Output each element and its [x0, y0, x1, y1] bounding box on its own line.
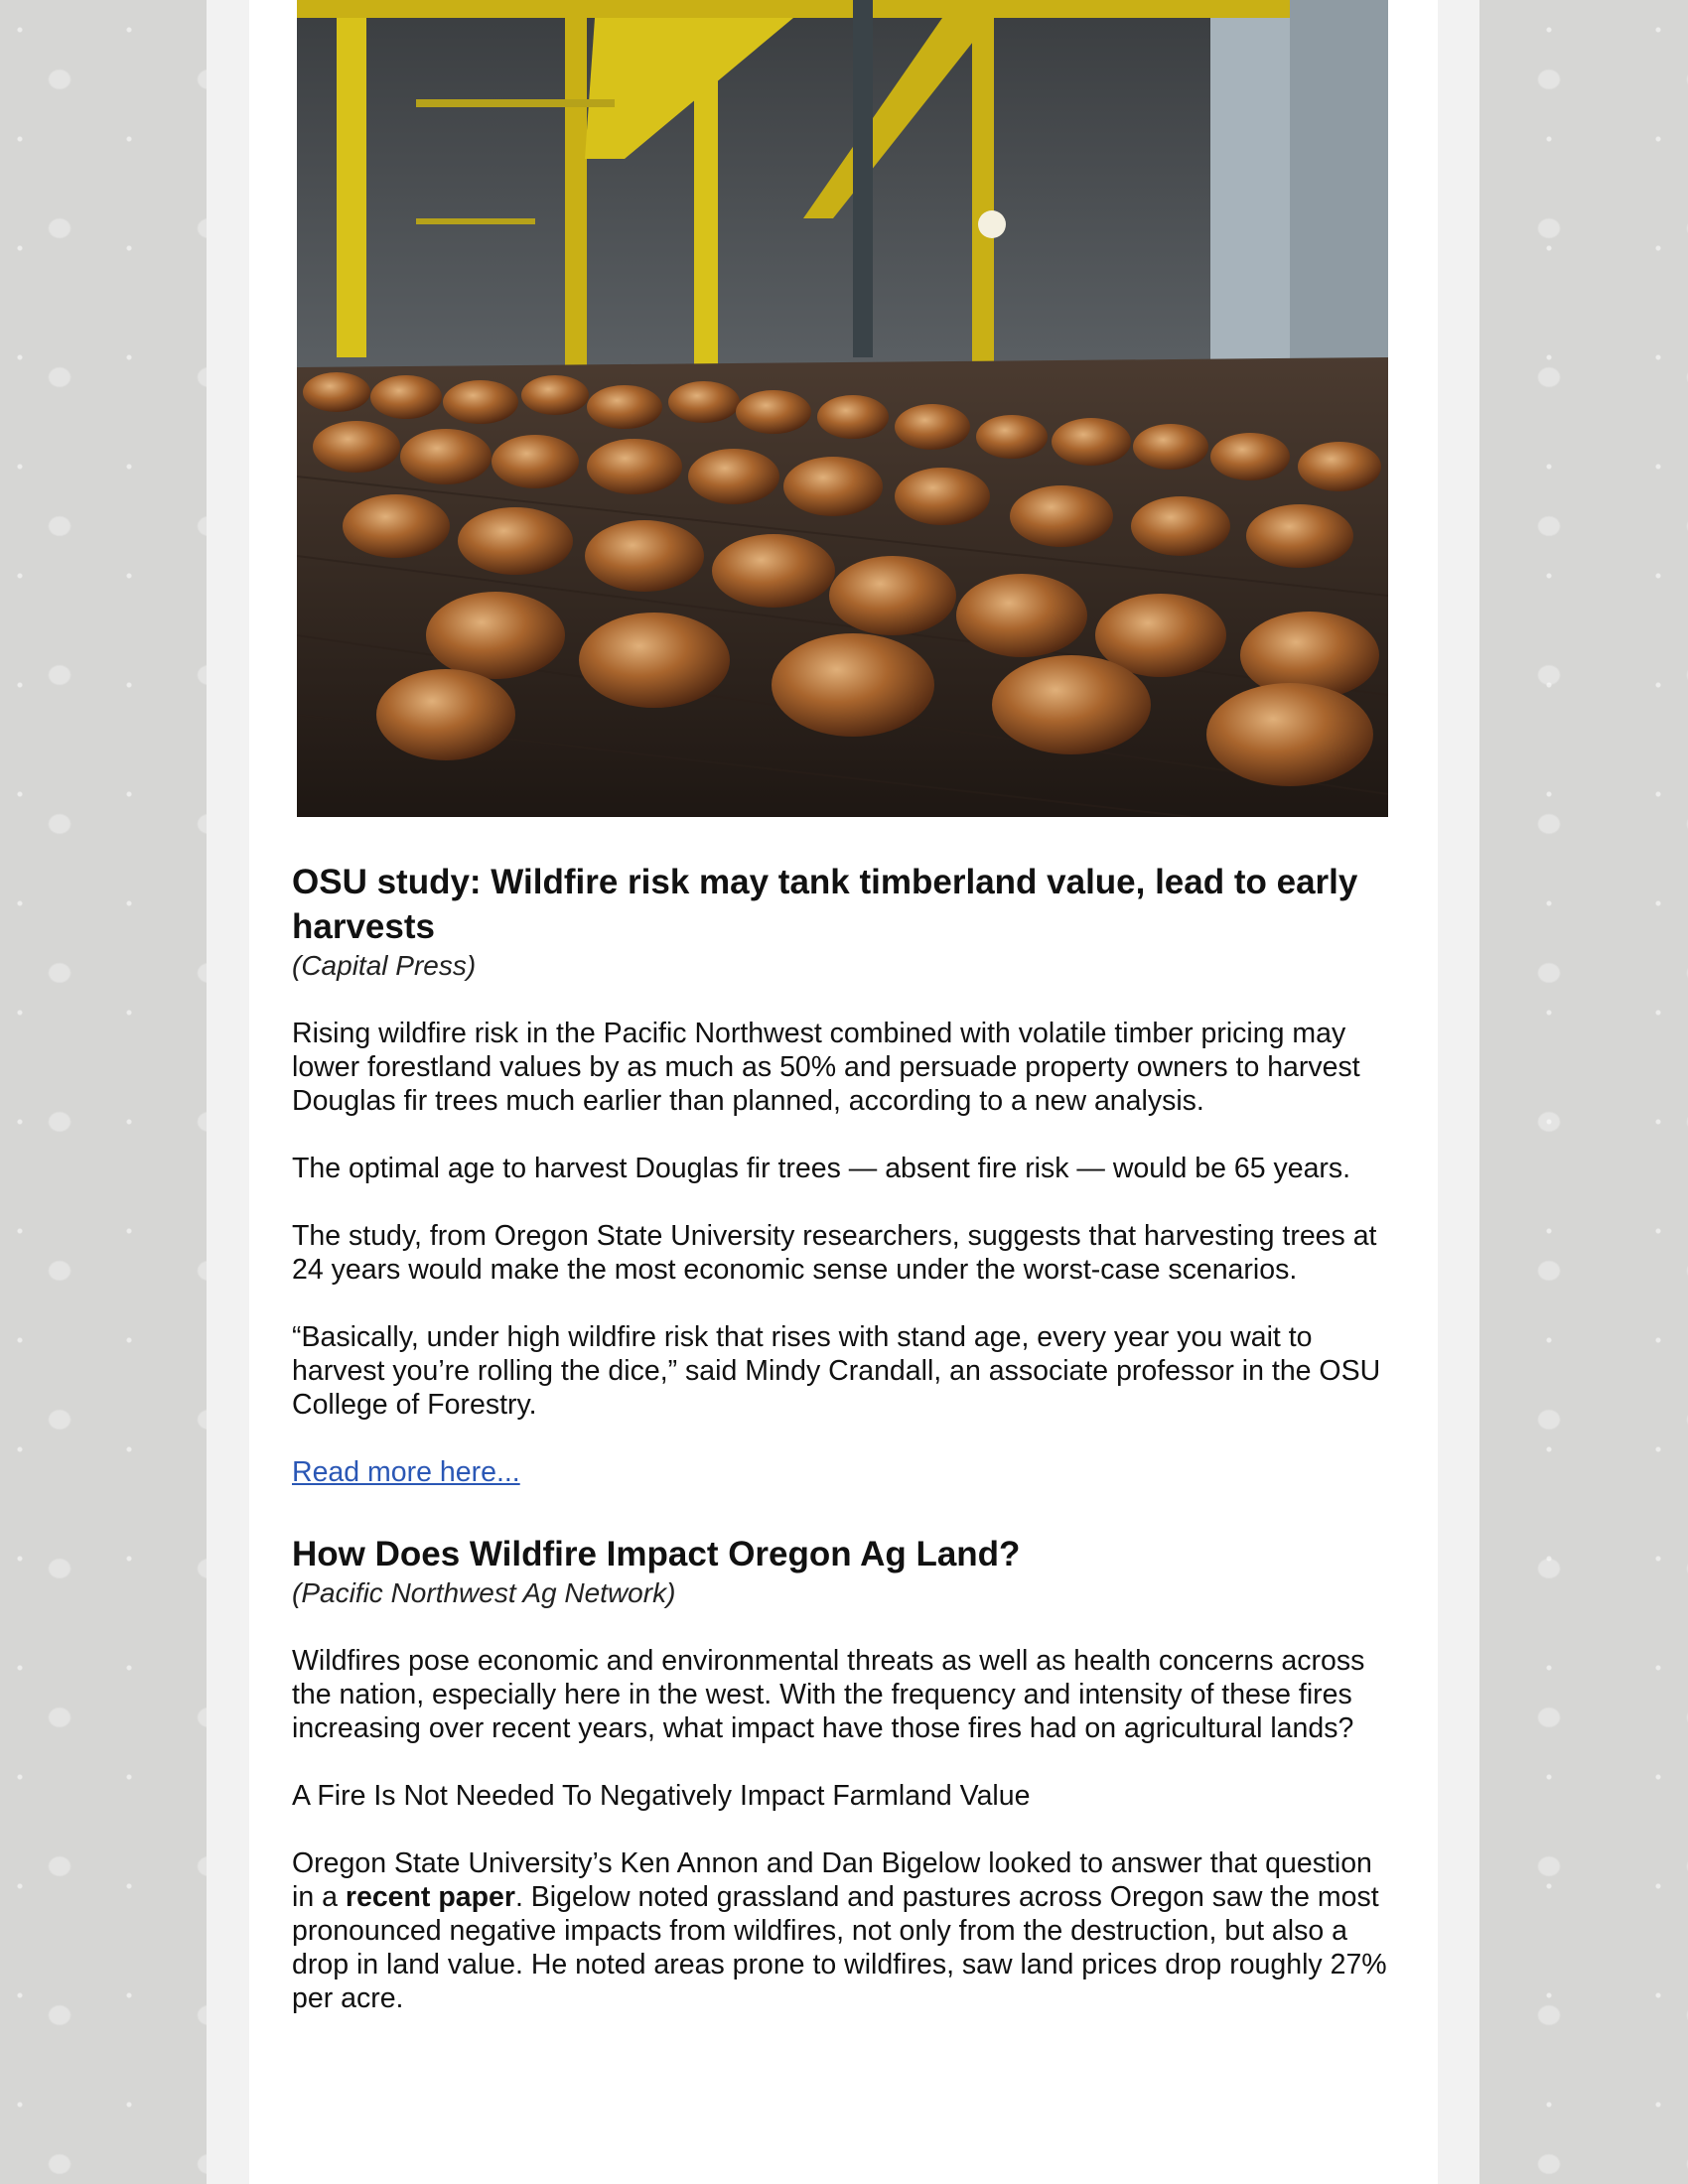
article-headline: OSU study: Wildfire risk may tank timberland value, lead to early harvests: [292, 863, 1358, 946]
hero-image: [297, 0, 1388, 817]
article-osu-study: [292, 860, 1394, 1532]
read-more-link[interactable]: Read more here...: [292, 1456, 520, 1488]
potato-conveyor-illustration: [297, 0, 1388, 817]
article-paragraph: [292, 1846, 1394, 2015]
article-paragraph: Rising wildfire risk in the Pacific Northwest combined with volatile timber pricing may lower forestland values by as much as 50% and persuade property owners to harvest Douglas fir trees much earlier than planned, according to a new analysis.: [292, 1018, 1360, 1117]
article-source: (Pacific Northwest Ag Network): [292, 1577, 676, 1608]
article-source: (Capital Press): [292, 950, 477, 981]
article-subheading: A Fire Is Not Needed To Negatively Impact Farmland Value: [292, 1780, 1031, 1812]
paragraph-text: . Bigelow noted grassland and pastures across Oregon saw the most pronounced negative impacts from wildfires, not only from the destruction, but also a drop in land value. He noted areas prone to wildfires, saw land prices drop roughly 27% per acre.: [292, 1881, 1387, 2014]
article-wildfire-ag-land: [292, 1532, 1394, 2015]
article-paragraph: Wildfires pose economic and environmental threats as well as health concerns across the nation, especially here in the west. With the frequency and intensity of these fires increasing over recent years, what impact have those fires had on agricultural lands?: [292, 1645, 1365, 1744]
article-paragraph: The study, from Oregon State University researchers, suggests that harvesting trees at 24 years would make the most economic sense under the worst-case scenarios.: [292, 1220, 1377, 1286]
article-body: [292, 860, 1394, 2049]
paragraph-text: Oregon State University’s Ken Annon and Dan Bigelow looked to answer that question in a: [292, 1847, 1372, 1913]
article-paragraph: The optimal age to harvest Douglas fir trees — absent fire risk — would be 65 years.: [292, 1153, 1351, 1184]
article-paragraph: “Basically, under high wildfire risk that rises with stand age, every year you wait to harvest you’re rolling the dice,” said Mindy Crandall, an associate professor in the OSU College of Forestry.: [292, 1321, 1381, 1421]
recent-paper-link[interactable]: recent paper: [345, 1881, 515, 1913]
article-headline: How Does Wildfire Impact Oregon Ag Land?: [292, 1535, 1021, 1573]
